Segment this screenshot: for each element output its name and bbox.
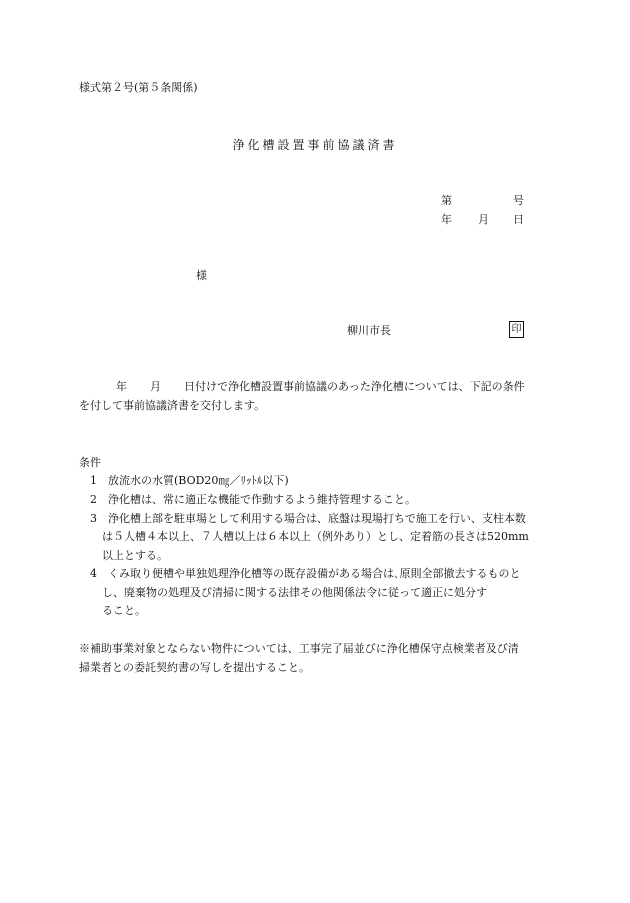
condition-4-line-1: くみ取り便槽や単独処理浄化槽等の既存設備がある場合は､原則全部撤去するものと — [108, 567, 521, 580]
condition-4-number: 4 — [90, 567, 97, 580]
condition-3-line-1: 浄化槽上部を駐車場として利用する場合は、底盤は現場打ちで施工を行い、支柱本数 — [108, 512, 526, 525]
body-year-label: 年 — [116, 380, 127, 393]
seal-stamp: 印 — [509, 321, 524, 338]
form-number: 様式第２号(第５条関係) — [79, 81, 198, 94]
note-line-2: 掃業者との委託契約書の写しを提出すること。 — [79, 661, 310, 674]
body-line-2: を付して事前協議済書を交付します。 — [79, 399, 266, 412]
addressee-suffix: 様 — [196, 269, 207, 282]
body-line-1 — [116, 381, 525, 392]
condition-4-line-2: し、廃棄物の処理及び清掃に関する法律その他関係法令に従って適正に処分す — [102, 586, 487, 599]
document-title: 浄化槽設置事前協議済書 — [232, 138, 398, 152]
date-year-label: 年 — [441, 213, 452, 226]
document-number-prefix: 第 — [441, 194, 452, 207]
condition-3-line-2: は５人槽４本以上、７人槽以上は６本以上（例外あり）とし、定着筋の長さは520mm — [102, 530, 529, 543]
conditions-heading: 条件 — [79, 456, 101, 469]
body-line-1-text: 日付けで浄化槽設置事前協議のあった浄化槽については、下記の条件 — [184, 380, 525, 393]
issuer-name: 柳川市長 — [347, 324, 391, 337]
condition-1-line-1: 放流水の水質(BOD20㎎／ﾘｯﾄﾙ以下) — [108, 474, 289, 487]
document-number-suffix: 号 — [513, 194, 524, 207]
date-day-label: 日 — [513, 213, 524, 226]
condition-3-number: 3 — [90, 512, 97, 525]
condition-2-number: 2 — [90, 493, 97, 506]
condition-2-line-1: 浄化槽は、常に適正な機能で作動するよう維持管理すること。 — [108, 493, 416, 506]
note-line-1: ※補助事業対象とならない物件については、工事完了届並びに浄化槽保守点検業者及び清 — [79, 642, 519, 655]
condition-3-line-3: 以上とする。 — [102, 549, 168, 562]
condition-4-line-3: ること。 — [102, 604, 146, 617]
date-month-label: 月 — [478, 213, 489, 226]
condition-1-number: 1 — [90, 474, 97, 487]
body-month-label: 月 — [150, 380, 161, 393]
